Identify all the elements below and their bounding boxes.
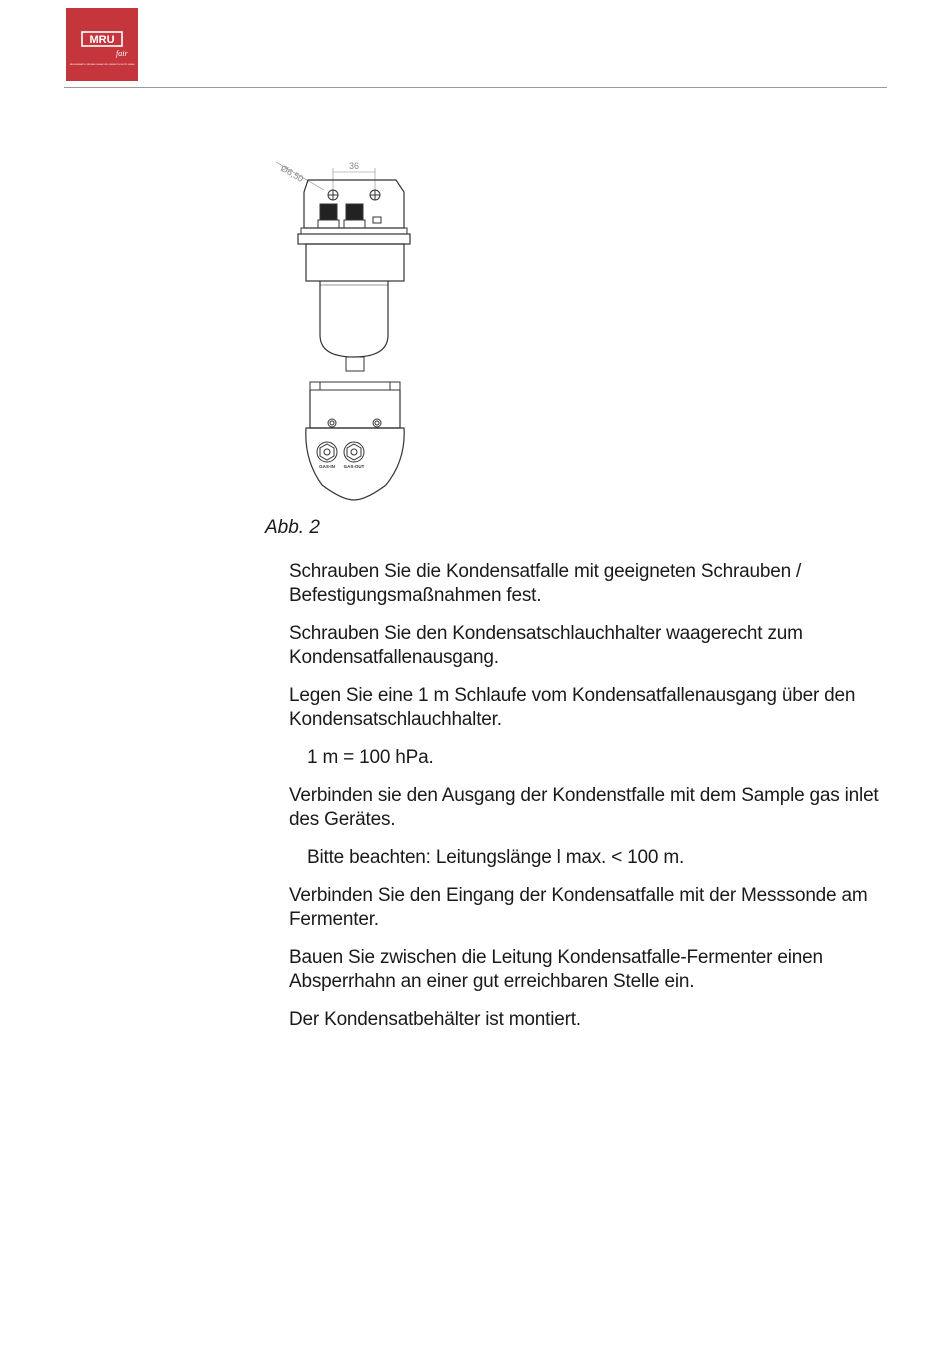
dimension-diameter: Ø6,50	[279, 163, 306, 184]
instruction-paragraph: Der Kondensatbehälter ist montiert.	[289, 1009, 581, 1030]
instruction-paragraph: Schrauben Sie die Kondensatfalle mit geeigneten Schrauben / Befestigungsmaßnahmen fest.	[289, 561, 802, 606]
instruction-list	[289, 560, 889, 1046]
instruction-paragraph: Verbinden sie den Ausgang der Kondenstfalle mit dem Sample gas inlet des Gerätes.	[289, 785, 879, 830]
instruction-note: 1 m = 100 hPa.	[307, 747, 434, 768]
instruction-note: Bitte beachten: Leitungslänge l max. < 100 m.	[307, 847, 685, 868]
instruction-paragraph: Verbinden Sie den Eingang der Kondensatfalle mit der Messsonde am Fermenter.	[289, 885, 868, 930]
instruction-paragraph: Bauen Sie zwischen die Leitung Kondensatfalle-Fermenter einen Absperrhahn an einer gut erreichbaren Stelle ein.	[289, 947, 823, 992]
label-gas-out: GAS-OUT	[343, 464, 365, 469]
mru-logo-mark	[66, 8, 138, 81]
instruction-paragraph: Legen Sie eine 1 m Schlaufe vom Kondensatfallenausgang über den Kondensatschlauchhalter.	[289, 685, 856, 730]
label-gas-in: GAS-IN	[319, 464, 335, 469]
figure-caption: Abb. 2	[265, 517, 320, 538]
condensate-trap-drawing	[266, 150, 426, 505]
logo-sub: fair	[116, 49, 128, 58]
dimension-width: 36	[348, 161, 360, 171]
instruction-paragraph: Schrauben Sie den Kondensatschlauchhalter waagerecht zum Kondensatfallenausgang.	[289, 623, 803, 668]
logo-brand: MRU	[89, 34, 115, 46]
logo-tagline: MESSGERÄTE FÜR RAUCHGAS UND UMWELTSCHUTZ GMBH	[69, 64, 135, 66]
company-logo	[66, 8, 138, 81]
header-divider	[64, 87, 887, 88]
